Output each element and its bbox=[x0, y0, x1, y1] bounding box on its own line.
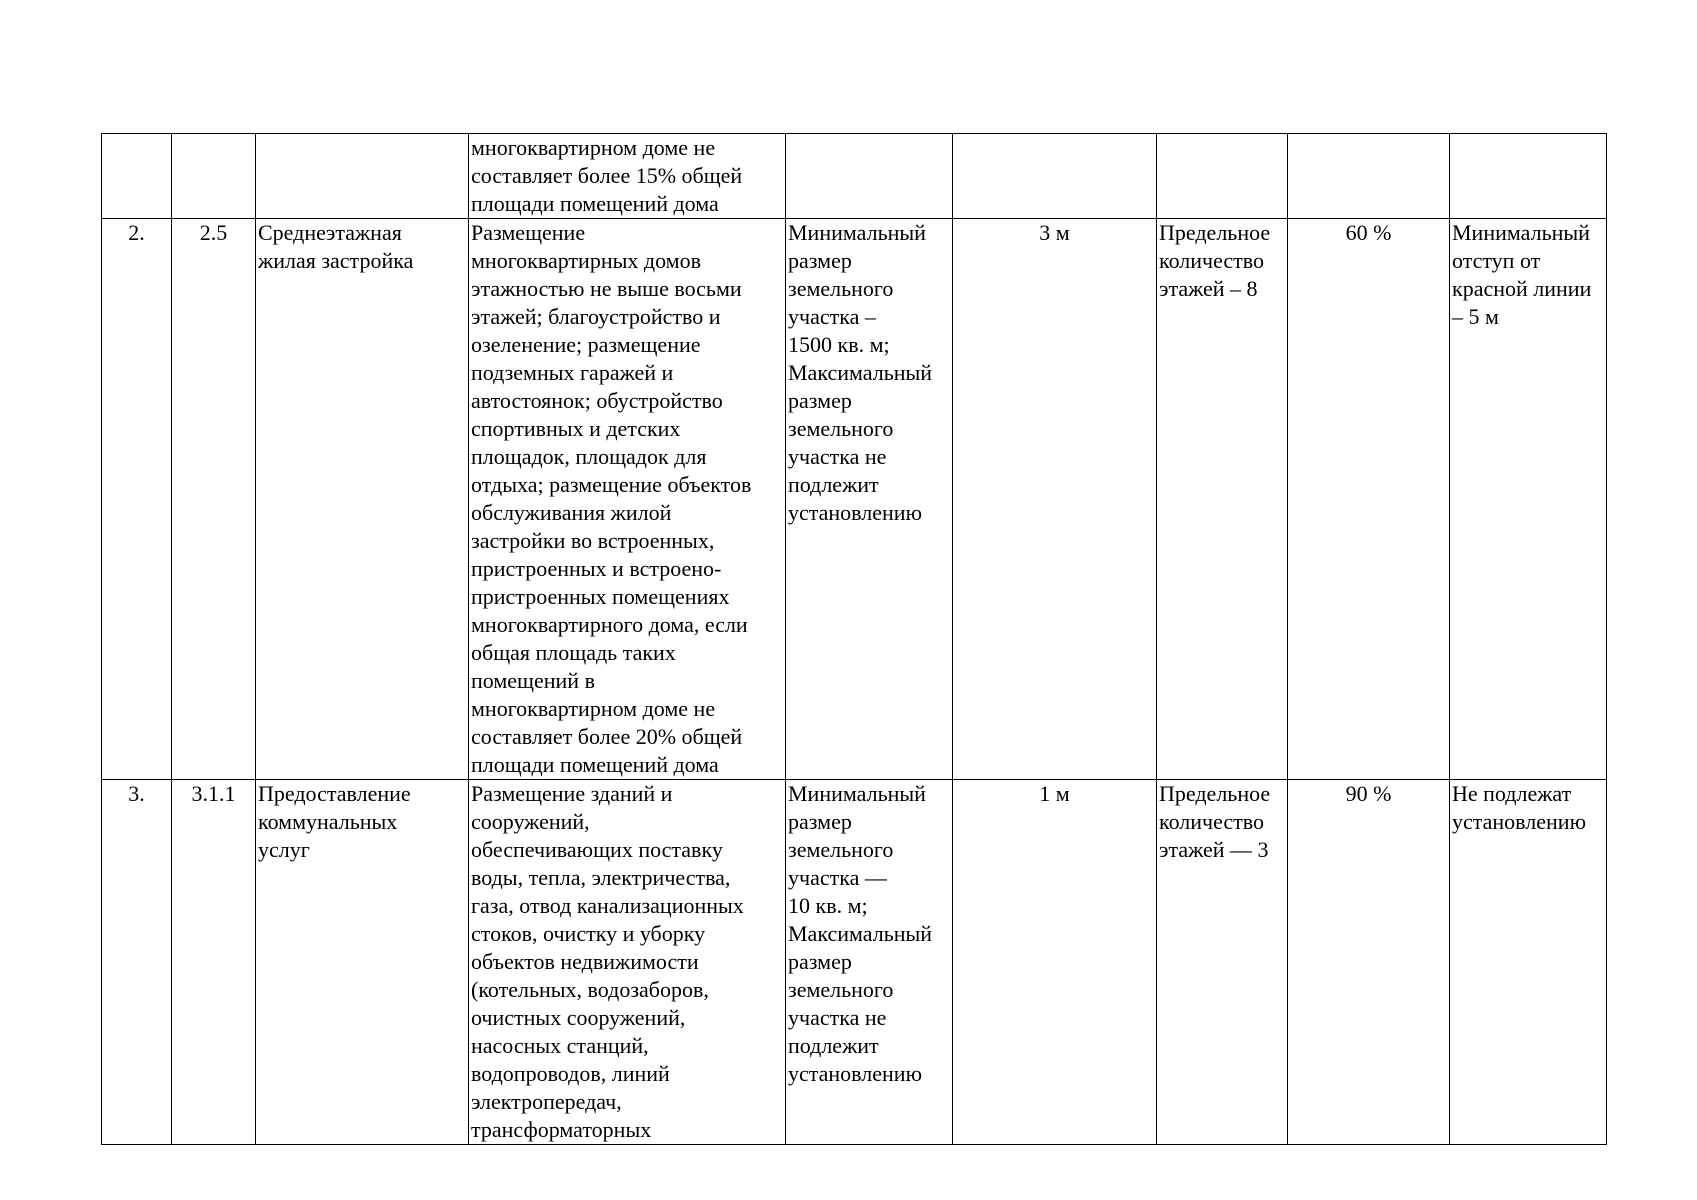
cell-coverage bbox=[1288, 134, 1450, 219]
cell-num: 3. bbox=[102, 780, 172, 1145]
cell-coverage: 60 % bbox=[1288, 219, 1450, 780]
zoning-regulations-table bbox=[101, 133, 1607, 1145]
cell-other: Минимальный отступ от красной линии – 5 м bbox=[1450, 219, 1607, 780]
cell-plot-size: Минимальный размер земельного участка — 10 кв. м; Максимальный размер земельного участка не подлежит установлению bbox=[786, 780, 953, 1145]
cell-num bbox=[102, 134, 172, 219]
cell-code bbox=[172, 134, 256, 219]
cell-num: 2. bbox=[102, 219, 172, 780]
cell-name: Среднеэтажная жилая застройка bbox=[256, 219, 469, 780]
cell-name: Предоставление коммунальных услуг bbox=[256, 780, 469, 1145]
table-row bbox=[102, 219, 1607, 780]
cell-plot-size bbox=[786, 134, 953, 219]
cell-plot-size: Минимальный размер земельного участка – 1500 кв. м; Максимальный размер земельного участка не подлежит установлению bbox=[786, 219, 953, 780]
cell-other bbox=[1450, 134, 1607, 219]
cell-floors bbox=[1157, 134, 1288, 219]
cell-description: Размещение зданий и сооружений, обеспечивающих поставку воды, тепла, электричества, газа, отвод канализационных стоков, очистку и уборку объектов недвижимости (котельных, водозаборов, очистных сооружений, насосных станций, водопроводов, линий электропередач, трансформаторных bbox=[469, 780, 786, 1145]
cell-name bbox=[256, 134, 469, 219]
cell-setback: 3 м bbox=[953, 219, 1157, 780]
table-row-continuation bbox=[102, 134, 1607, 219]
cell-setback: 1 м bbox=[953, 780, 1157, 1145]
cell-description: Размещение многоквартирных домов этажностью не выше восьми этажей; благоустройство и озеленение; размещение подземных гаражей и автостоянок; обустройство спортивных и детских площадок, площадок для отдыха; размещение объектов обслуживания жилой застройки во встроенных, пристроенных и встроено- пристроенных помещениях многоквартирного дома, если общая площадь таких помещений в многоквартирном доме не составляет более 20% общей площади помещений дома bbox=[469, 219, 786, 780]
cell-code: 2.5 bbox=[172, 219, 256, 780]
cell-floors: Предельное количество этажей — 3 bbox=[1157, 780, 1288, 1145]
cell-code: 3.1.1 bbox=[172, 780, 256, 1145]
cell-floors: Предельное количество этажей – 8 bbox=[1157, 219, 1288, 780]
cell-description: многоквартирном доме не составляет более 15% общей площади помещений дома bbox=[469, 134, 786, 219]
cell-coverage: 90 % bbox=[1288, 780, 1450, 1145]
cell-other: Не подлежат установлению bbox=[1450, 780, 1607, 1145]
cell-setback bbox=[953, 134, 1157, 219]
table-row bbox=[102, 780, 1607, 1145]
